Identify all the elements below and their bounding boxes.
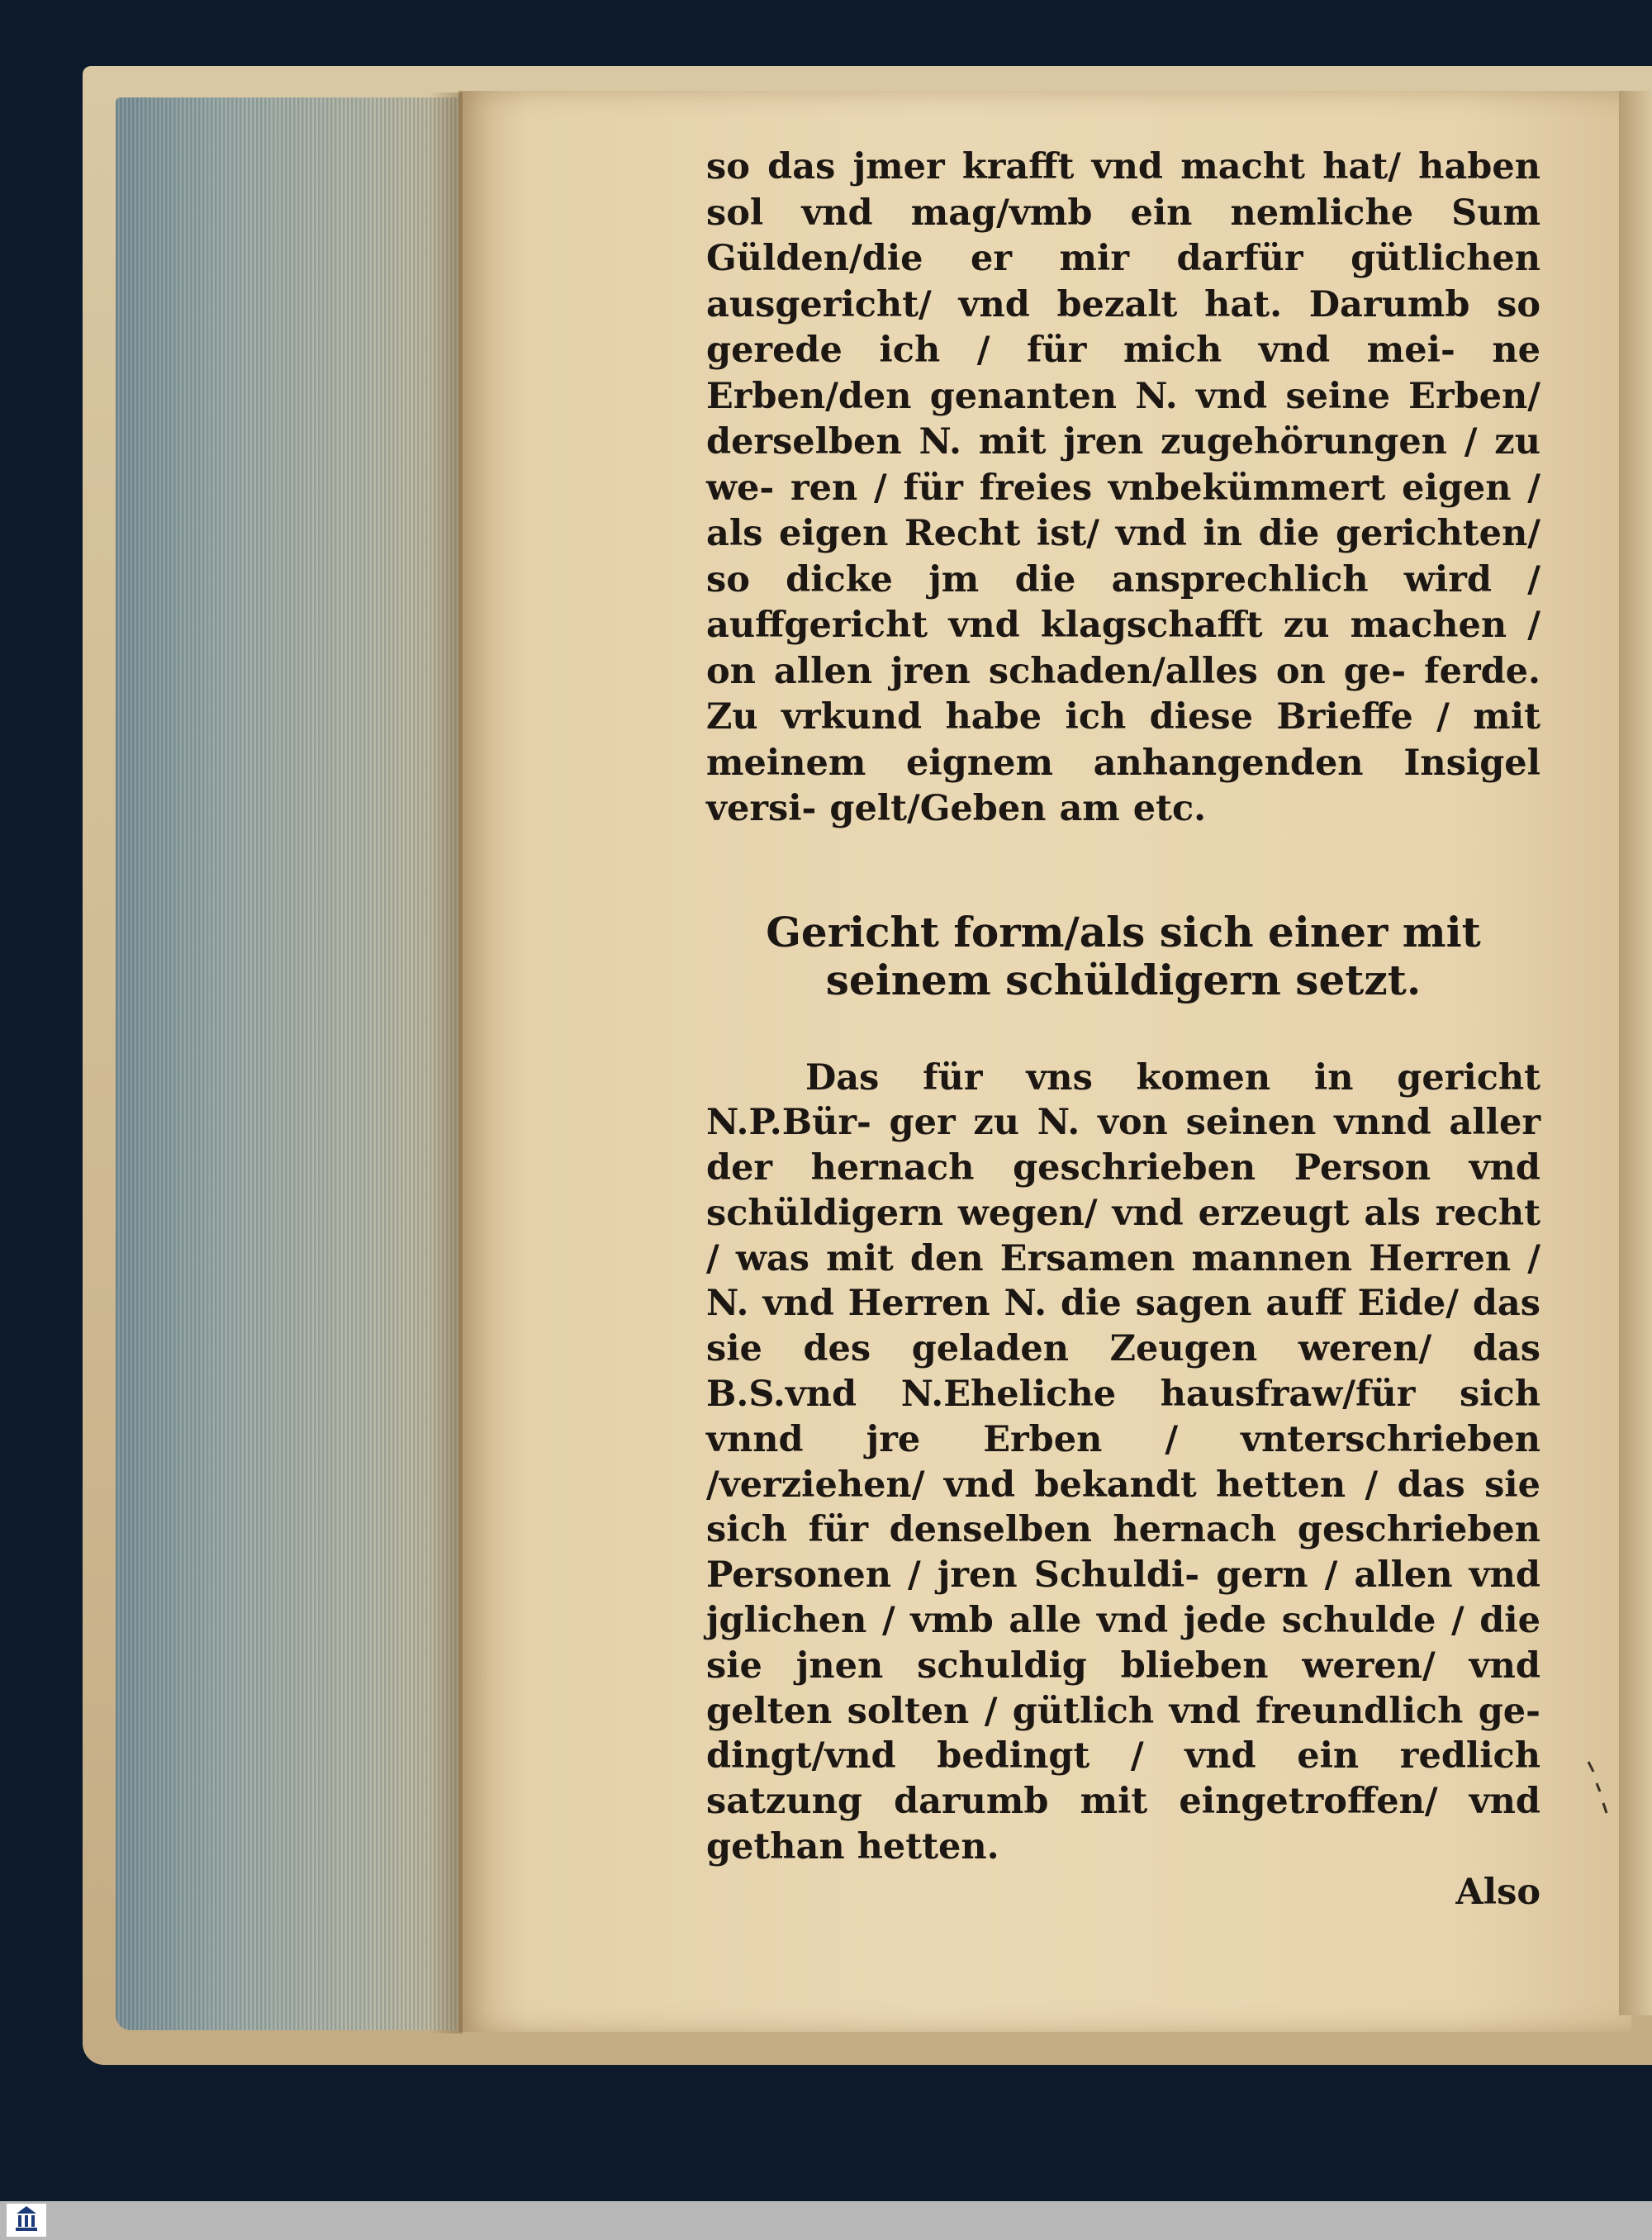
text-line: geschrieben Person vnd schüldigern wegen/ [706,1147,1540,1234]
text-line: vnd gelten solten / gütlich vnd freundlich ge- [706,1644,1540,1732]
text-line: Das für vns komen in gericht N.P.Bür- [706,1056,1540,1144]
text-line: vnnd jre Erben / vnterschrieben /verziehen/ [706,1418,1540,1506]
text-line: hernach geschrieben Personen / jren Schuldi- [706,1509,1540,1597]
text-line: er mir darfür gütlichen ausgericht/ vnd bezalt [706,238,1540,325]
text-line: dingt/vnd bedingt / vnd ein redlich satzung [706,1735,1540,1823]
text-line: meinem eignem anhangenden Insigel versi- [706,742,1540,829]
text-line: vnd bekandt hetten / das sie sich für denselben [706,1464,1540,1551]
heading-line: Gericht form/als sich einer mit [766,907,1481,956]
section-heading [706,909,1540,1004]
text-line: derselben N. mit jren zugehörungen / zu we- [706,421,1540,509]
text-line: ansprechlich wird / auffgericht vnd klagschafft [706,558,1540,646]
facing-page-edge [1619,91,1652,2015]
text-line: vnd erzeugt als recht / was mit den Ersamen [706,1192,1540,1279]
heading-line: seinem schüldigern setzt. [825,955,1422,1004]
text-line: auff Eide/ das sie des geladen Zeugen weren/ [706,1283,1540,1370]
text-line: das B.S.vnd N.Eheliche hausfraw/für sich [706,1328,1540,1416]
text-line: ne Erben/den genanten N. vnd seine Erben/ [706,330,1540,417]
text-line: gelt/Geben am etc. [829,788,1207,829]
text-line: ren / für freies vnbekümmert eigen / als eigen [706,467,1540,554]
paragraph-1 [706,145,1540,833]
catchword: Also [1455,1871,1540,1913]
ink-marks [1582,1755,1615,1821]
page-block-edge [116,97,479,2030]
text-line: Recht ist/ vnd in die gerichten/ so dicke jm die [706,513,1540,600]
library-logo-icon [7,2204,46,2237]
text-line: zu machen / on allen jren schaden/alles on ge- [706,605,1540,692]
viewer-footer-bar [0,2201,1652,2240]
text-line: gern / allen vnd jglichen / vmb alle vnd jede [706,1554,1540,1642]
text-line: hat. Darumb so gerede ich / für mich vnd mei- [706,283,1540,371]
text-line: schulde / die sie jnen schuldig blieben weren/ [706,1600,1540,1687]
page-text [706,145,1540,1915]
text-line: mannen Herren / N. vnd Herren N. die sagen [706,1237,1540,1325]
text-line: ger zu N. von seinen vnnd aller der hernach [706,1102,1540,1189]
paragraph-2 [706,1056,1540,1870]
text-line: vnd mag/vmb ein nemliche Sum Gülden/die [706,192,1540,279]
text-line: darumb mit eingetroffen/ vnd gethan hetten. [706,1781,1540,1868]
text-line: ferde. Zu vrkund habe ich diese Brieffe / mit [706,650,1540,738]
gutter-shadow [430,93,463,2034]
text-line: so das jmer krafft vnd macht hat/ haben sol [706,146,1540,234]
